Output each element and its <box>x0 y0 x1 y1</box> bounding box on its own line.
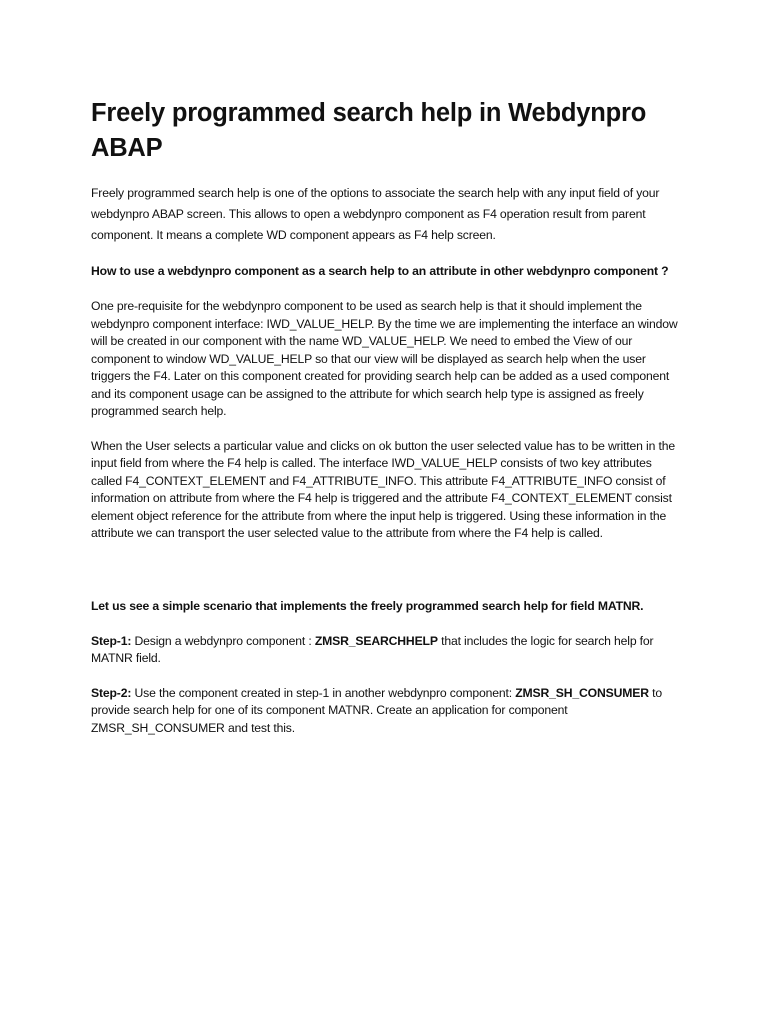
step-2-text-a: Use the component created in step-1 in another webdynpro component: <box>131 685 516 700</box>
scenario-heading: Let us see a simple scenario that implements the freely programmed search help for field MATNR. <box>91 598 644 613</box>
step-2-text-b: to provide search help for one of its component MATNR. Create an application for component ZMSR_SH_CONSUMER and test this. <box>91 685 663 735</box>
step-1-paragraph <box>91 633 683 667</box>
step-2-component-name: ZMSR_SH_CONSUMER <box>515 685 649 700</box>
step-1-text-a: Design a webdynpro component : <box>131 633 315 648</box>
document-content <box>91 96 683 737</box>
document-title: Freely programmed search help in Webdynpro ABAP <box>91 99 647 162</box>
step-1-component-name: ZMSR_SEARCHHELP <box>314 633 438 648</box>
value-selection-paragraph: When the User selects a particular value and clicks on ok button the user selected value has to be written in the input field from where the F4 help is called. The interface IWD_VALUE_HELP consists of two key attributes called F4_CONTEXT_ELEMENT and F4_ATTRIBUTE_INFO. This attribute F4_ATTRIBUTE_INFO consist of information on attribute from where the F4 help is triggered and the attribute F4_CONTEXT_ELEMENT consist element object reference for the attribute from where the input help is triggered. Using these information in the attribute we can transport the user selected value to the attribute from where the F4 help is called. <box>91 438 675 540</box>
prerequisite-paragraph: One pre-requisite for the webdynpro component to be used as search help is that it should implement the webdynpro component interface: IWD_VALUE_HELP. By the time we are implementing the interface an window will be created in our component with the name WD_VALUE_HELP. We need to embed the View of our component to window WD_VALUE_HELP so that our view will be displayed as search help when the user triggers the F4. Later on this component created for providing search help can be added as a used component and its component usage can be assigned to the attribute for which search help type is assigned as freely programmed search help. <box>91 299 678 418</box>
step-1-label: Step-1: <box>91 633 132 648</box>
step-2-paragraph <box>91 685 683 738</box>
step-2-label: Step-2: <box>91 685 132 700</box>
intro-paragraph: Freely programmed search help is one of the options to associate the search help with any input field of your webdynpro ABAP screen. This allows to open a webdynpro component as F4 operation result from parent component. It means a complete WD component appears as F4 help screen. <box>91 186 660 242</box>
step-1-text-b: that includes the logic for search help for MATNR field. <box>91 633 654 665</box>
question-heading: How to use a webdynpro component as a search help to an attribute in other webdynpro component ? <box>91 264 669 278</box>
